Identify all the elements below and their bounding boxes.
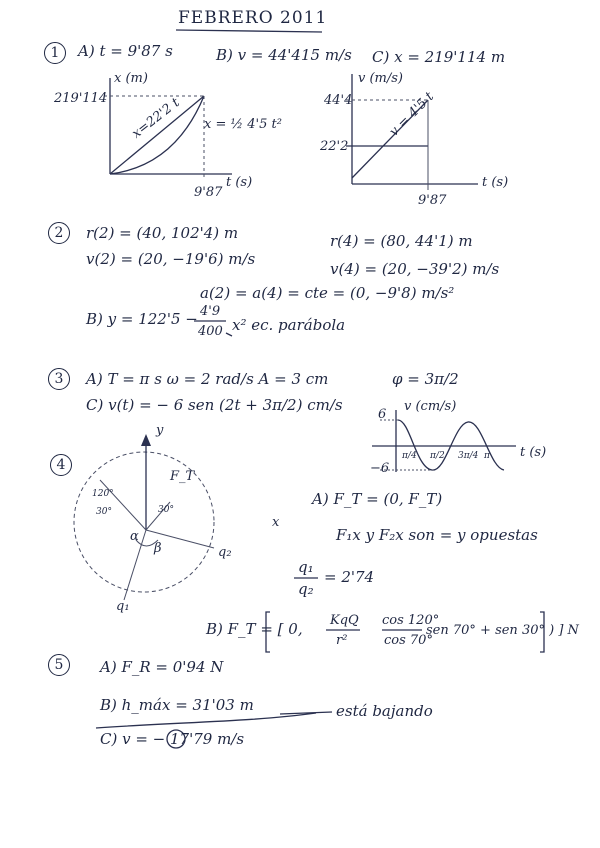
p1-answer-c: C) x = 219'114 m [372,48,506,66]
g1-curve-label: x = ½ 4'5 t² [204,117,282,132]
p2-acceleration: a(2) = a(4) = cte = (0, −9'8) m/s² [200,284,455,302]
g1-xlabel: t (s) [226,175,253,190]
g2-xtick: 9'87 [418,193,447,208]
p4-answer-a: A) F_T = (0, F_T) [312,490,443,508]
p2-position-2: r(2) = (40, 102'4) m [86,224,239,242]
graph-velocity-time [346,71,478,190]
fig-angle-30-a: 30° [96,507,112,517]
p4-ratio-value: = 2'74 [324,568,375,586]
problem-number-5: 5 [48,654,70,676]
p4-answer-b-k-den: r² [336,633,348,648]
p4-answer-b-k-num: KqQ [330,613,359,628]
p2-fraction-denominator: 400 [198,324,223,339]
sine-wave [398,420,504,470]
fig-angle-beta: β [154,541,162,556]
g1-xtick: 9'87 [194,185,223,200]
page-title: FEBRERO 2011 [178,8,328,28]
p2-velocity-4: v(4) = (20, −39'2) m/s [330,260,500,278]
p3-xtick-1: π/4 [402,451,417,461]
fig-x-axis-label: x [272,515,280,530]
fig-y-axis-label: y [156,423,164,438]
p3-graph-xlabel: t (s) [520,445,547,460]
g2-ylabel: v (m/s) [358,71,403,86]
p3-graph-ytop: 6 [378,407,387,422]
problem-number-4: 4 [50,454,72,476]
fig-resultant-force: F_T [170,469,195,484]
g2-ytick-top: 44'4 [324,93,353,108]
g2-line-label: v = 4'5 t [386,89,438,140]
problem-number-2: 2 [48,222,70,244]
g1-line-label: x=22'2 t [129,95,183,142]
p4-ratio-den: q₂ [298,580,314,598]
g2-ytick-mid: 22'2 [320,139,349,154]
problem-number-1: 1 [44,42,66,64]
fig-charge-q2: q₂ [218,545,232,560]
p4-answer-a-note: F₁x y F₂x son = y opuestas [336,526,538,544]
title-underline [176,30,322,32]
charges-force-diagram [74,434,214,600]
p4-answer-b-tail: sen 70° + sen 30° ) ] N [426,623,579,638]
p2-velocity-2: v(2) = (20, −19'6) m/s [86,250,256,268]
p1-answer-a: A) t = 9'87 s [78,42,173,60]
graph-velocity-sine [372,407,516,472]
p3-answer-a: A) T = π s ω = 2 rad/s A = 3 cm [86,370,329,388]
fig-angle-120: 120° [92,489,114,499]
p5-answer-a: A) F_R = 0'94 N [100,658,224,676]
p3-graph-ylabel: v (cm/s) [404,399,457,414]
p4-ratio-num: q₁ [298,558,314,576]
g2-xlabel: t (s) [482,175,509,190]
p5-answer-b-note: está bajando [336,702,433,720]
p3-xtick-3: 3π/4 [458,451,479,461]
p2-position-4: r(4) = (80, 44'1) m [330,232,473,250]
p3-graph-ybottom: −6 [370,461,390,476]
p4-answer-b-prefix: B) F_T = [ 0, [206,620,303,638]
p4-answer-b-f-den: cos 70° [384,633,433,648]
p1-answer-b: B) v = 44'415 m/s [216,46,352,64]
p3-answer-c: C) v(t) = − 6 sen (2t + 3π/2) cm/s [86,396,343,414]
fig-angle-alpha: α [130,529,139,544]
p2-answer-b-prefix: B) y = 122'5 − [86,310,198,328]
fig-charge-q1: q₁ [116,599,130,614]
p5-answer-b: B) h_máx = 31'03 m [100,696,254,714]
g1-ytick: 219'114 [54,91,108,106]
p5-answer-c: C) v = − 17'79 m/s [100,730,245,748]
p3-xtick-2: π/2 [430,451,445,461]
p4-answer-b-f-num: cos 120° [382,613,440,628]
p2-fraction-numerator: 4'9 [200,304,221,319]
p3-xtick-4: π [484,451,490,461]
p3-phase: φ = 3π/2 [392,370,459,388]
g1-ylabel: x (m) [114,71,148,86]
p2-answer-b-suffix: x² ec. parábola [232,316,346,334]
fig-angle-30-b: 30° [158,505,174,515]
problem-number-3: 3 [48,368,70,390]
